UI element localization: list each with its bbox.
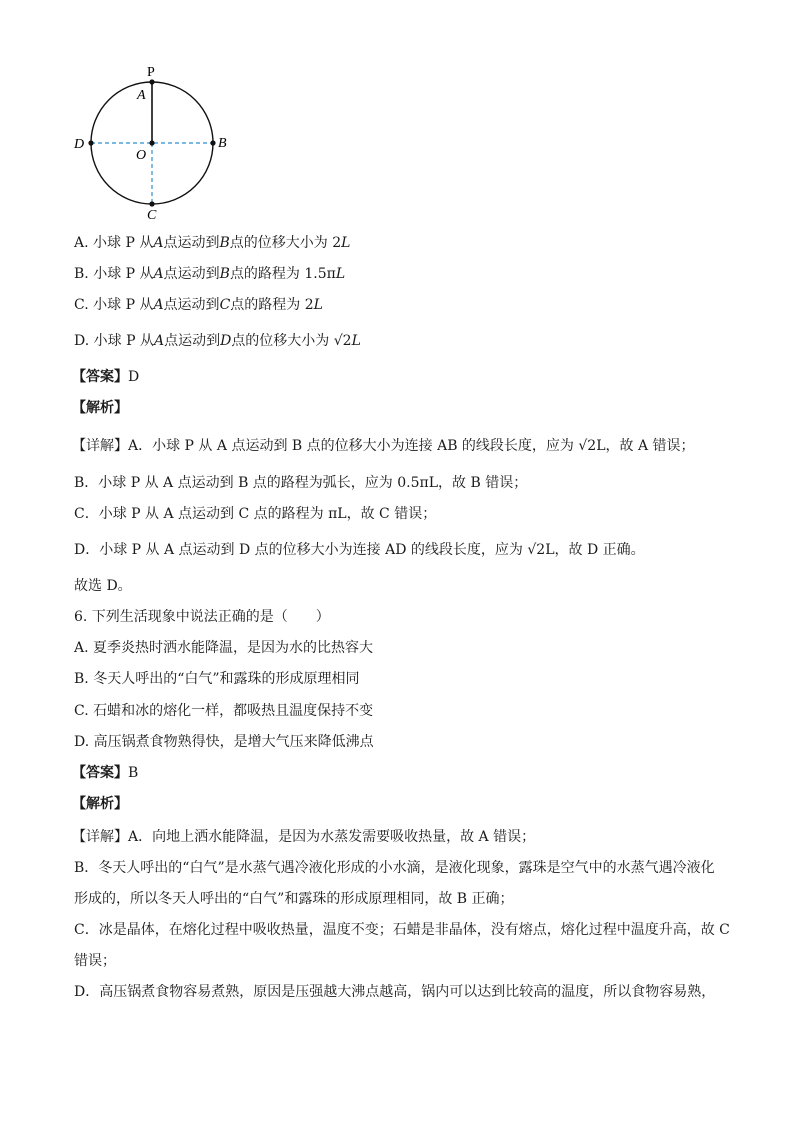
point-c [149,201,154,206]
q5-detail-c: C．小球 P 从 A 点运动到 C 点的路程为 πL，故 C 错误； [74,506,437,522]
q5-detail-a: 【详解】A．小球 P 从 A 点运动到 B 点的位移大小为连接 AB 的线段长度，应为 √2L，故 A 错误； [72,438,695,454]
point-b [210,140,215,145]
point-o [149,140,154,145]
label-a: A [137,88,146,103]
label-o: O [136,148,147,163]
answer-label: 【答案】 [72,765,128,781]
q5-option-d [74,332,361,350]
q5-option-a [74,234,350,252]
point-p [149,79,154,84]
option-text: 点运动到 [164,333,221,349]
point-d [88,140,93,145]
option-text: A. 小球 P 从 [74,235,154,251]
q6-detail-d: D．高压锅煮食物容易煮熟，原因是压强越大沸点越高，锅内可以达到比较高的温度，所以食物容易熟， [74,984,716,1000]
q5-analysis-heading [72,399,128,417]
label-c: C [147,208,157,222]
point-label: B [219,235,230,251]
q5-option-b [74,265,345,283]
unit-label: L [351,333,361,349]
q6-detail-b-line1: B．冬天人呼出的“白气”是水蒸气遇冷液化形成的小水滴，是液化现象，露珠是空气中的水蒸气遇冷液化 [74,860,715,876]
unit-label: L [335,266,346,282]
option-text: 点的路程为 2 [230,297,314,313]
point-label: D [220,333,232,349]
q6-analysis-heading [72,795,128,813]
point-label: A [153,266,164,282]
analysis-label: 【解析】 [72,400,128,416]
label-d: D [74,137,85,152]
answer-value: B [128,765,139,781]
q6-detail-c-line1: C．冰是晶体，在熔化过程中吸收热量，温度不变；石蜡是非晶体，没有熔点，熔化过程中温度升高，故 C [74,922,730,938]
q6-detail-c-line2: 错误； [74,953,116,969]
point-label: A [153,235,164,251]
option-text: 点运动到 [163,297,220,313]
point-label: C [219,297,231,313]
q5-conclusion: 故选 D。 [74,578,132,594]
circle-diagram [66,62,246,222]
unit-label: L [341,235,351,251]
analysis-label: 【解析】 [72,796,128,812]
unit-label: L [313,297,323,313]
q6-answer [72,764,138,782]
option-text: C. 小球 P 从 [74,297,154,313]
q6-detail-b-line2: 形成的，所以冬天人呼出的“白气”和露珠的形成原理相同，故 B 正确； [74,891,514,907]
q6-option-d: D. 高压锅煮食物熟得快，是增大气压来降低沸点 [74,734,374,750]
option-text: D. 小球 P 从 [74,333,154,349]
answer-label: 【答案】 [72,369,128,385]
q6-option-a: A. 夏季炎热时洒水能降温，是因为水的比热容大 [74,640,374,656]
q5-detail-b: B．小球 P 从 A 点运动到 B 点的路程为弧长，应为 0.5πL，故 B 错误； [74,475,528,491]
answer-value: D [128,369,140,385]
q6-option-c: C. 石蜡和冰的熔化一样，都吸热且温度保持不变 [74,703,374,719]
point-label: A [153,333,165,349]
q6-option-b: B. 冬天人呼出的“白气”和露珠的形成原理相同 [74,671,360,687]
q6-detail-a: 【详解】A．向地上洒水能降温，是因为水蒸发需要吸收热量，故 A 错误； [72,829,536,845]
label-b: B [218,136,227,151]
q6-question: 6. 下列生活现象中说法正确的是（ ） [74,609,330,625]
option-text: 点的路程为 1.5π [229,266,336,282]
option-text: 点的位移大小为 √2 [231,333,352,349]
q5-detail-d: D．小球 P 从 A 点运动到 D 点的位移大小为连接 AD 的线段长度，应为 √2L，故 D 正确。 [74,542,645,558]
option-text: B. 小球 P 从 [74,266,154,282]
option-text: 点运动到 [163,266,220,282]
point-label: A [153,297,164,313]
q5-option-c [74,296,323,314]
point-label: B [219,266,230,282]
option-text: 点运动到 [163,235,220,251]
option-text: 点的位移大小为 2 [229,235,342,251]
label-p: P [147,65,155,80]
q5-answer [72,368,139,386]
